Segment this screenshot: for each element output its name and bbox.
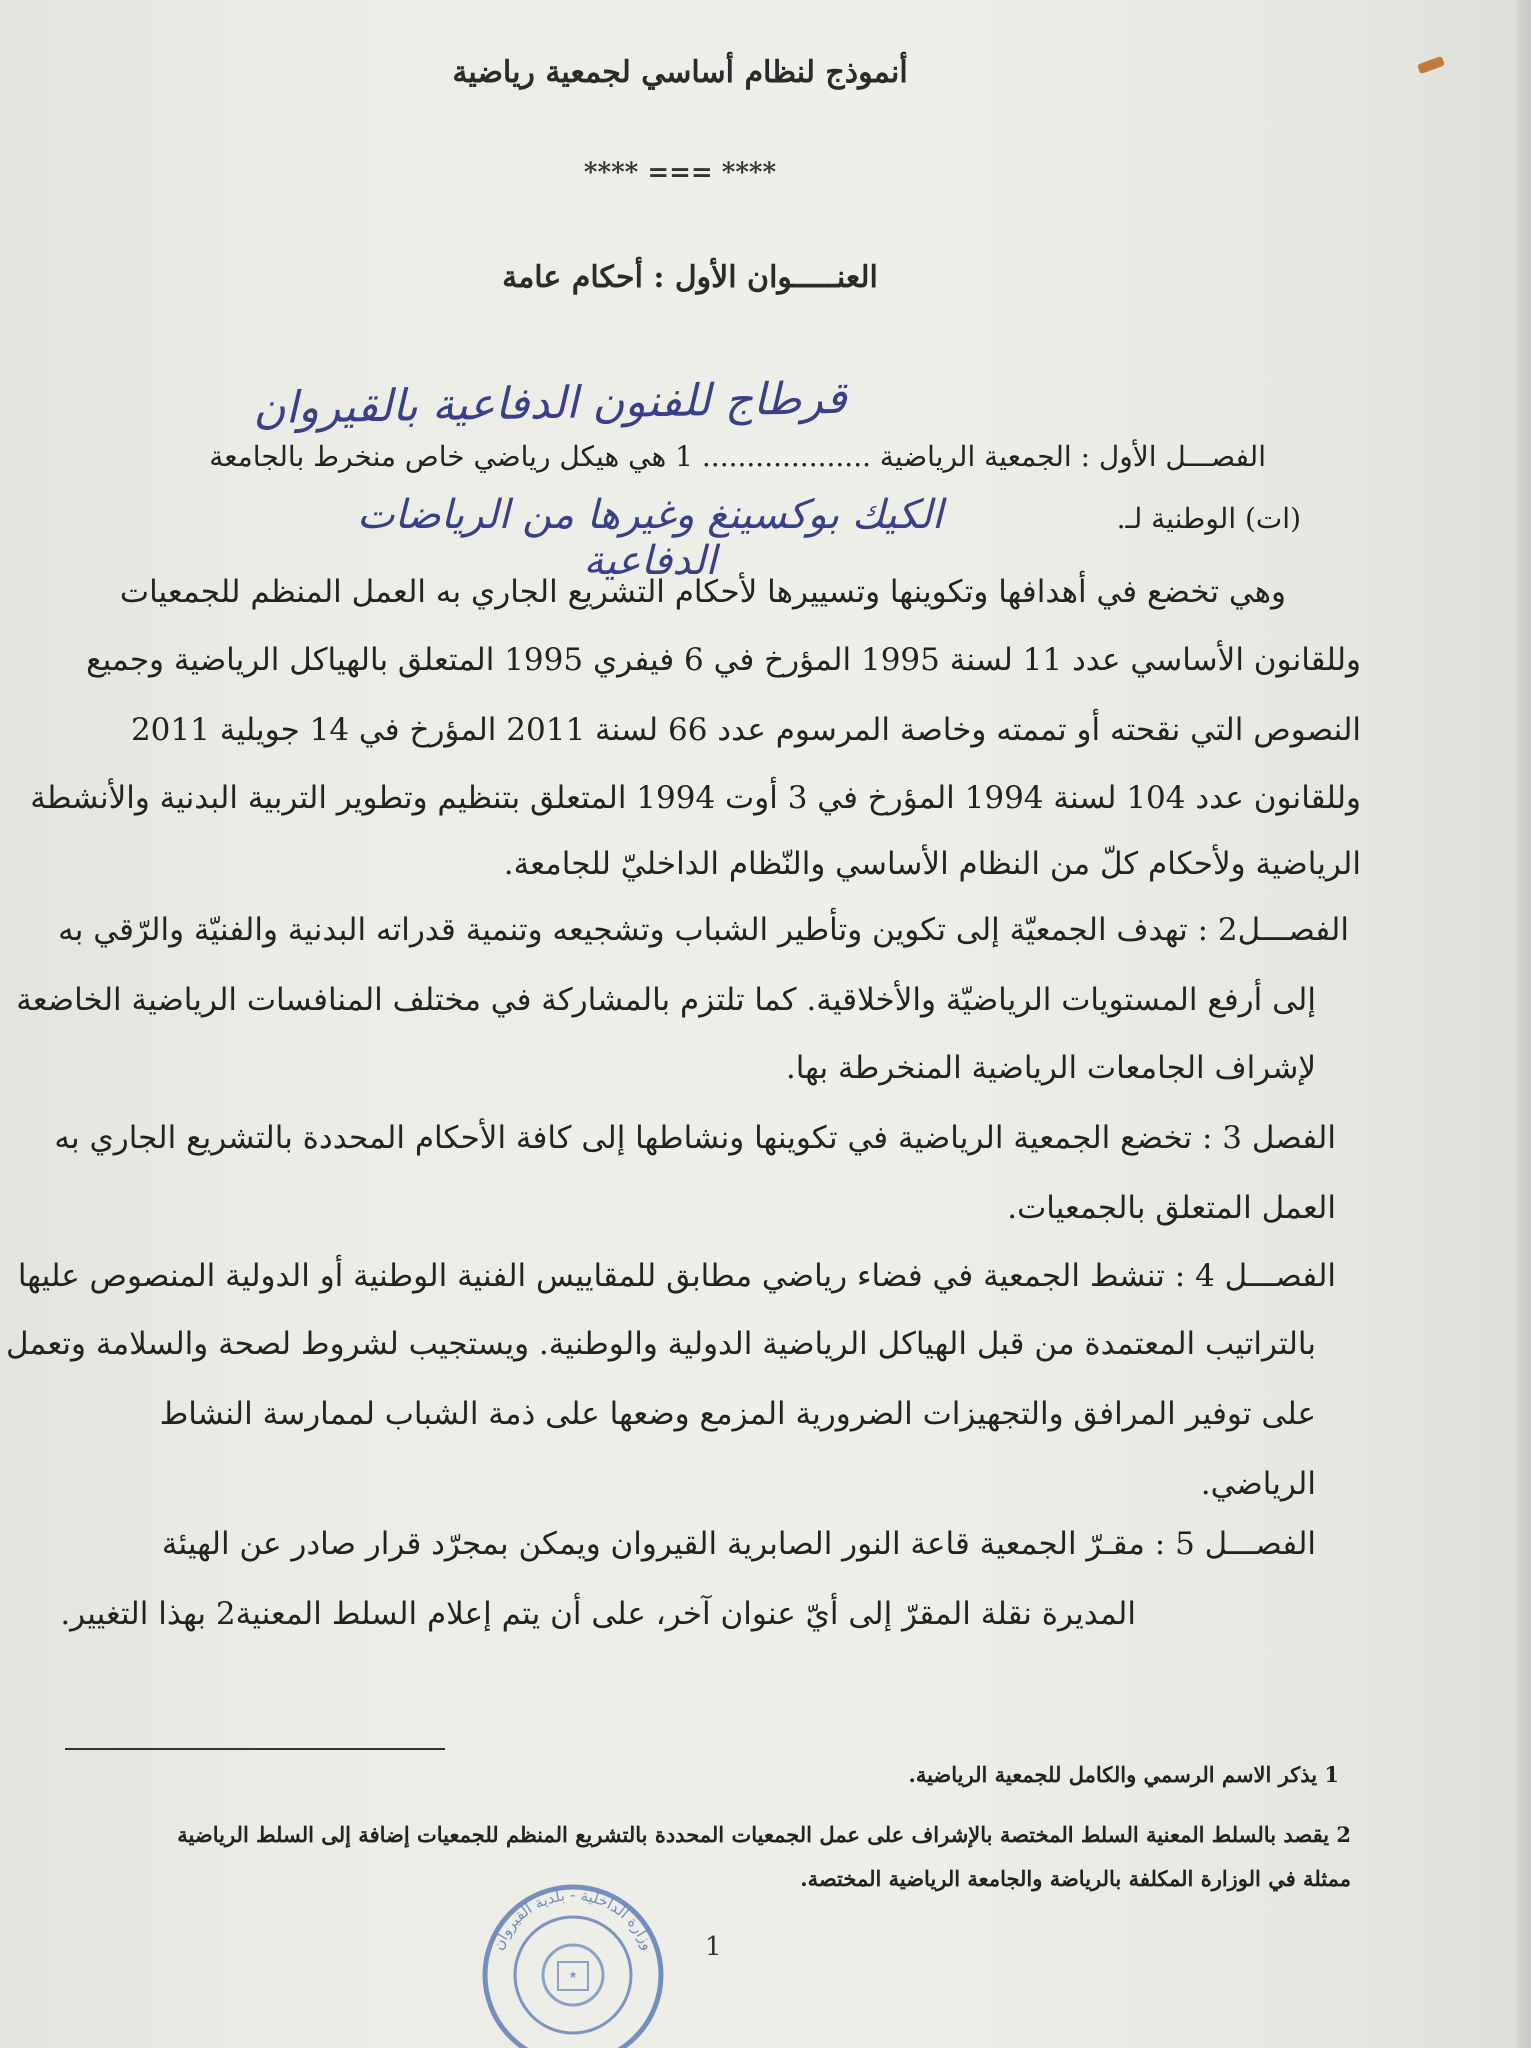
article-4-line-3: على توفير المرافق والتجهيزات الضرورية المزمع وضعها على ذمة الشباب لممارسة النشاط	[159, 1396, 1316, 1432]
article-4-line-1: الفصـــل 4 : تنشط الجمعية في فضاء رياضي مطابق للمقاييس الفنية الوطنية أو الدولية المنصوص عليها	[17, 1258, 1336, 1294]
article-2-line-2: إلى أرفع المستويات الرياضيّة والأخلاقية. كما تلتزم بالمشاركة في مختلف المنافسات الرياضية الخاضعة	[16, 982, 1316, 1018]
title-separator: **** === ****	[583, 158, 777, 188]
article-5-line-1: الفصـــل 5 : مقـرّ الجمعية قاعة النور الصابرية القيروان ويمكن بمجرّد قرار صادر عن الهيئة	[161, 1526, 1316, 1562]
article-1-line-6: وللقانون عدد 104 لسنة 1994 المؤرخ في 3 أوت 1994 المتعلق بتنظيم وتطوير التربية البدنية والأنشطة	[30, 780, 1361, 816]
article-1-line-4: وللقانون الأساسي عدد 11 لسنة 1995 المؤرخ في 6 فيفري 1995 المتعلق بالهياكل الرياضية وجميع	[86, 642, 1361, 678]
article-5-line-2: المديرة نقلة المقرّ إلى أيّ عنوان آخر، على أن يتم إعلام السلط المعنية2 بهذا التغيير.	[60, 1596, 1136, 1632]
article-3-line-1: الفصل 3 : تخضع الجمعية الرياضية في تكوينها ونشاطها إلى كافة الأحكام المحددة بالتشريع الجاري به	[54, 1120, 1336, 1156]
article-4-line-2: بالتراتيب المعتمدة من قبل الهياكل الرياضية الدولية والوطنية. ويستجيب لشروط لصحة والسلامة وتعمل	[6, 1326, 1316, 1362]
document-title: أنموذج لنظام أساسي لجمعية رياضية	[452, 55, 908, 90]
page-edge	[1517, 0, 1531, 2048]
article-1-line-7: الرياضية ولأحكام كلّ من النظام الأساسي والنّظام الداخليّ للجامعة.	[503, 846, 1361, 882]
article-1-line-3: وهي تخضع في أهدافها وتكوينها وتسييرها لأحكام التشريع الجاري به العمل المنظم للجمعيات	[119, 574, 1286, 610]
ink-mark	[1417, 56, 1445, 74]
article-1-line-1: الفصـــل الأول : الجمعية الرياضية ................... 1 هي هيكل رياضي خاص منخرط بالجامعة	[209, 440, 1266, 473]
footnote-2-line-2: ممثلة في الوزارة المكلفة بالرياضة والجامعة الرياضية المختصة.	[800, 1866, 1351, 1891]
article-1-line-2: (ات) الوطنية لـ.	[1116, 502, 1301, 535]
svg-text:★: ★	[568, 1970, 578, 1981]
article-2-line-1: الفصـــل2 : تهدف الجمعيّة إلى تكوين وتأطير الشباب وتشجيعه وتنمية قدراته البدنية والفنيّة والرّقي به	[58, 912, 1349, 948]
section-heading: العنـــــوان الأول : أحكام عامة	[502, 260, 878, 295]
official-stamp-icon	[478, 1880, 668, 2048]
article-1-line-5: النصوص التي نقحته أو تممته وخاصة المرسوم عدد 66 لسنة 2011 المؤرخ في 14 جويلية 2011	[130, 712, 1361, 748]
page-number: 1	[705, 1932, 722, 1962]
article-4-line-4: الرياضي.	[1200, 1466, 1316, 1502]
stamp-text: وزارة الداخلية - بلدية القيروان	[488, 1885, 658, 1953]
svg-text:وزارة الداخلية - بلدية القيروا	[489, 1886, 657, 1953]
footnote-rule	[65, 1748, 445, 1750]
article-3-line-2: العمل المتعلق بالجمعيات.	[1007, 1190, 1336, 1226]
handwritten-club-name: قرطاج للفنون الدفاعية بالقيروان	[252, 372, 848, 435]
handwritten-sport: الكيك بوكسينغ وغيرها من الرياضات الدفاعية	[356, 492, 943, 584]
footnote-1: 1 يذكر الاسم الرسمي والكامل للجمعية الرياضية.	[908, 1762, 1339, 1787]
footnote-2-line-1: 2 يقصد بالسلط المعنية السلط المختصة بالإشراف على عمل الجمعيات المحددة بالتشريع المنظم للجمعيات إضافة إلى السلط الرياضية	[177, 1822, 1351, 1847]
article-2-line-3: لإشراف الجامعات الرياضية المنخرطة بها.	[785, 1050, 1316, 1086]
